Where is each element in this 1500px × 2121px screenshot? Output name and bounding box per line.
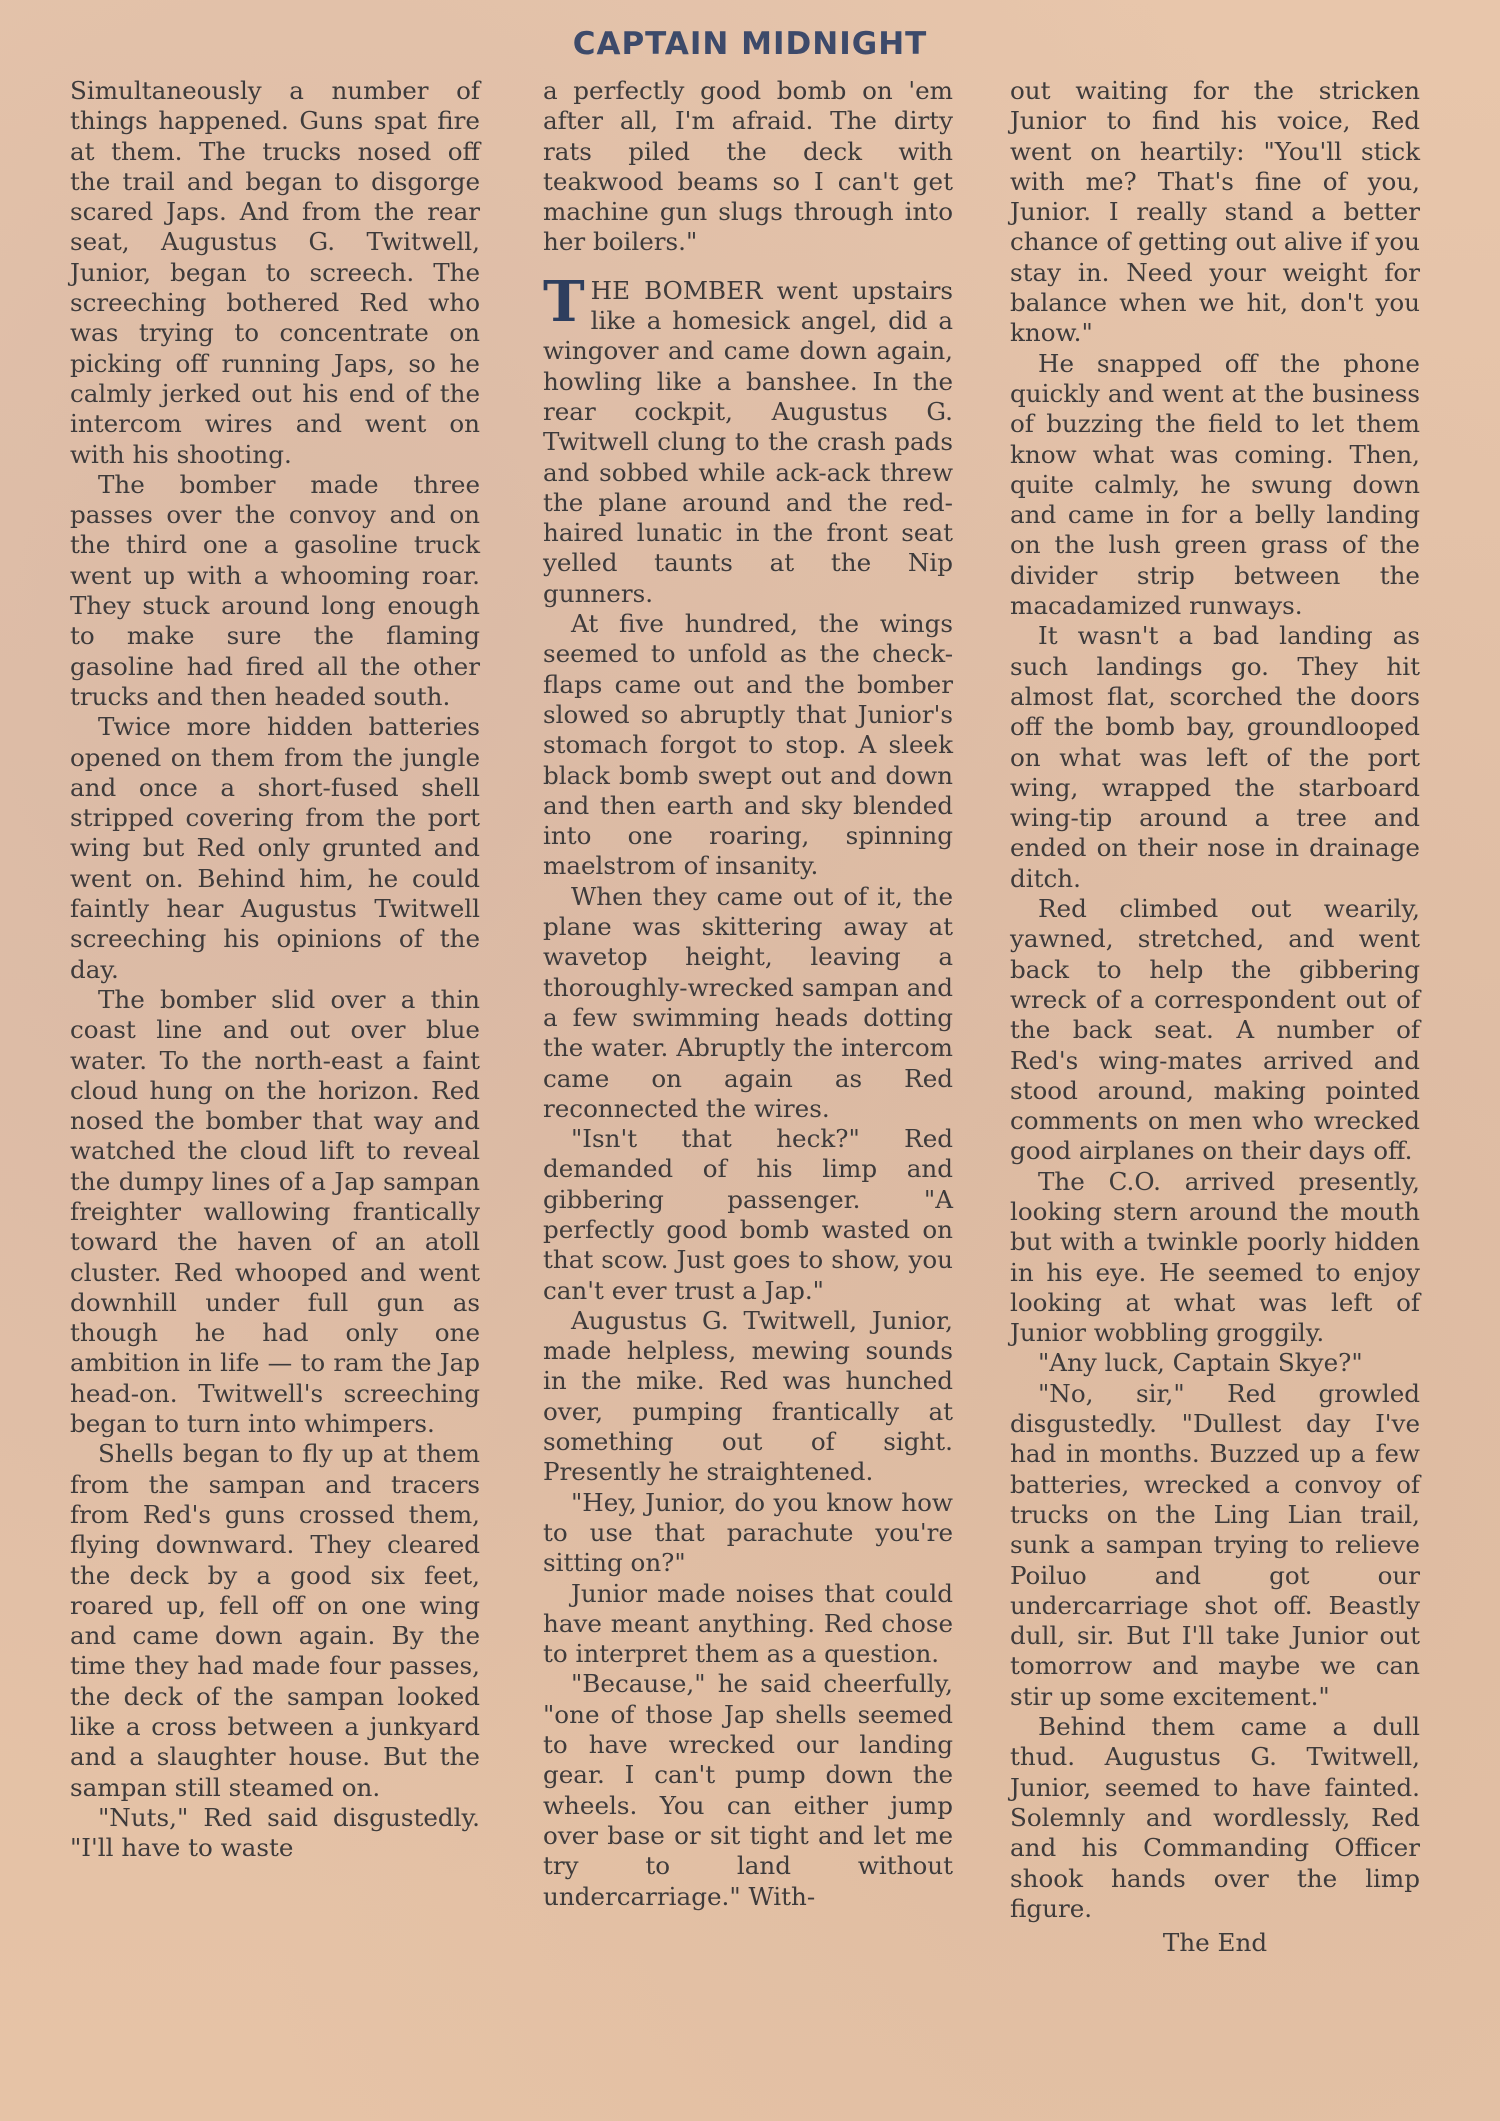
paragraph: He snapped off the phone quickly and went at the business of buzzing the field to let them know what was coming. Then, quite calmly, he swung down and came in for a belly landing on the lush green grass of the divider strip between the macadamized runways. [1010, 348, 1420, 621]
paragraph: Behind them came a dull thud. Augustus G. Twitwell, Junior, seemed to have fainted. Solemnly and wordlessly, Red and his Commanding Officer shook hands over the limp figure. [1010, 1712, 1420, 1923]
page-title: CAPTAIN MIDNIGHT [572, 26, 928, 62]
paragraph: The bomber made three passes over the convoy and on the third one a gasoline truck went up with a whooming roar. They stuck around long enough to make sure the flaming gasoline had fired all the other trucks and then headed south. [70, 469, 480, 711]
paragraph: The bomber slid over a thin coast line and out over blue water. To the north-east a faint cloud hung on the horizon. Red nosed the bomber that way and watched the cloud lift to reveal the dumpy lines of a Jap sampan freighter wallowing frantically toward the haven of an atoll cluster. Red whooped and went downhill under full gun as though he had only one ambition in life — to ram the Jap head-on. Twitwell's screeching began to turn into whimpers. [70, 984, 480, 1439]
paragraph: Augustus G. Twitwell, Junior, made helpless, mewing sounds in the mike. Red was hunched over, pumping frantically at something out of sight. Presently he straightened. [543, 1305, 953, 1487]
text-column-1 [70, 76, 480, 1864]
paragraph: Junior made noises that could have meant anything. Red chose to interpret them as a question. [543, 1578, 953, 1669]
paragraph: At five hundred, the wings seemed to unfold as the check-flaps came out and the bomber slowed so abruptly that Junior's stomach forgot to stop. A sleek black bomb swept out and down and then earth and sky blended into one roaring, spinning maelstrom of insanity. [543, 609, 953, 881]
paragraph: Red climbed out wearily, yawned, stretched, and went back to help the gibbering wreck of a correspondent out of the back seat. A number of Red's wing-mates arrived and stood around, making pointed comments on men who wrecked good airplanes on their days off. [1010, 894, 1420, 1166]
paragraph: "Nuts," Red said disgustedly. "I'll have to waste [70, 1802, 480, 1863]
text-column-2 [543, 76, 953, 1912]
the-end-label: The End [1162, 1928, 1268, 1958]
paragraph: "No, sir," Red growled disgustedly. "Dullest day I've had in months. Buzzed up a few batteries, wrecked a convoy of trucks on the Ling Lian trail, sunk a sampan trying to relieve Poiluo and got our undercarriage shot off. Beastly dull, sir. But I'll take Junior out tomorrow and maybe we can stir up some excitement." [1010, 1378, 1420, 1711]
paragraph: a perfectly good bomb on 'em after all, I'm afraid. The dirty rats piled the deck with teakwood beams so I can't get machine gun slugs through into her boilers." [543, 76, 953, 257]
paragraph: out waiting for the stricken Junior to find his voice, Red went on heartily: "You'll stick with me? That's fine of you, Junior. I really stand a better chance of getting out alive if you stay in. Need your weight for balance when we hit, don't you know." [1010, 76, 1420, 348]
paragraph: The C.O. arrived presently, looking stern around the mouth but with a twinkle poorly hidden in his eye. He seemed to enjoy looking at what was left of Junior wobbling groggily. [1010, 1166, 1420, 1348]
paragraph: "Hey, Junior, do you know how to use that parachute you're sitting on?" [543, 1487, 953, 1578]
paragraph: "Any luck, Captain Skye?" [1038, 1348, 1363, 1378]
text-column-3 [1010, 76, 1420, 1958]
drop-cap: T [543, 268, 585, 335]
paragraph: When they came out of it, the plane was skittering away at wavetop height, leaving a thoroughly-wrecked sampan and a few swimming heads dotting the water. Abruptly the intercom came on again as Red reconnected the wires. [543, 881, 953, 1123]
paragraph: Simultaneously a number of things happened. Guns spat fire at them. The trucks nosed off the trail and began to disgorge scared Japs. And from the rear seat, Augustus G. Twitwell, Junior, began to screech. The screeching bothered Red who was trying to concentrate on picking off running Japs, so he calmly jerked out his end of the intercom wires and went on with his shooting. [70, 76, 480, 469]
section-start-text: HE BOMBER went upstairs like a homesick angel, did a wingover and came down again, howling like a banshee. In the rear cockpit, Augustus G. Twitwell clung to the crash pads and sobbed while ack-ack threw the plane around and the red-haired lunatic in the front seat yelled taunts at the Nip gunners. [543, 275, 953, 608]
paragraph: Twice more hidden batteries opened on them from the jungle and once a short-fused shell stripped covering from the port wing but Red only grunted and went on. Behind him, he could faintly hear Augustus Twitwell screeching his opinions of the day. [70, 712, 480, 984]
paragraph: It wasn't a bad landing as such landings go. They hit almost flat, scorched the doors off the bomb bay, groundlooped on what was left of the port wing, wrapped the starboard wing-tip around a tree and ended on their nose in drainage ditch. [1010, 621, 1420, 893]
paragraph: Shells began to fly up at them from the sampan and tracers from Red's guns crossed them, flying downward. They cleared the deck by a good six feet, roared up, fell off on one wing and came down again. By the time they had made four passes, the deck of the sampan looked like a cross between a junkyard and a slaughter house. But the sampan still steamed on. [70, 1439, 480, 1802]
paragraph: "Because," he said cheerfully, "one of those Jap shells seemed to have wrecked our landing gear. I can't pump down the wheels. You can either jump over base or sit tight and let me try to land without undercarriage." With- [543, 1669, 953, 1911]
section-start-paragraph [543, 268, 953, 609]
paragraph: "Isn't that heck?" Red demanded of his limp and gibbering passenger. "A perfectly good bomb wasted on that scow. Just goes to show, you can't ever trust a Jap." [543, 1124, 953, 1305]
